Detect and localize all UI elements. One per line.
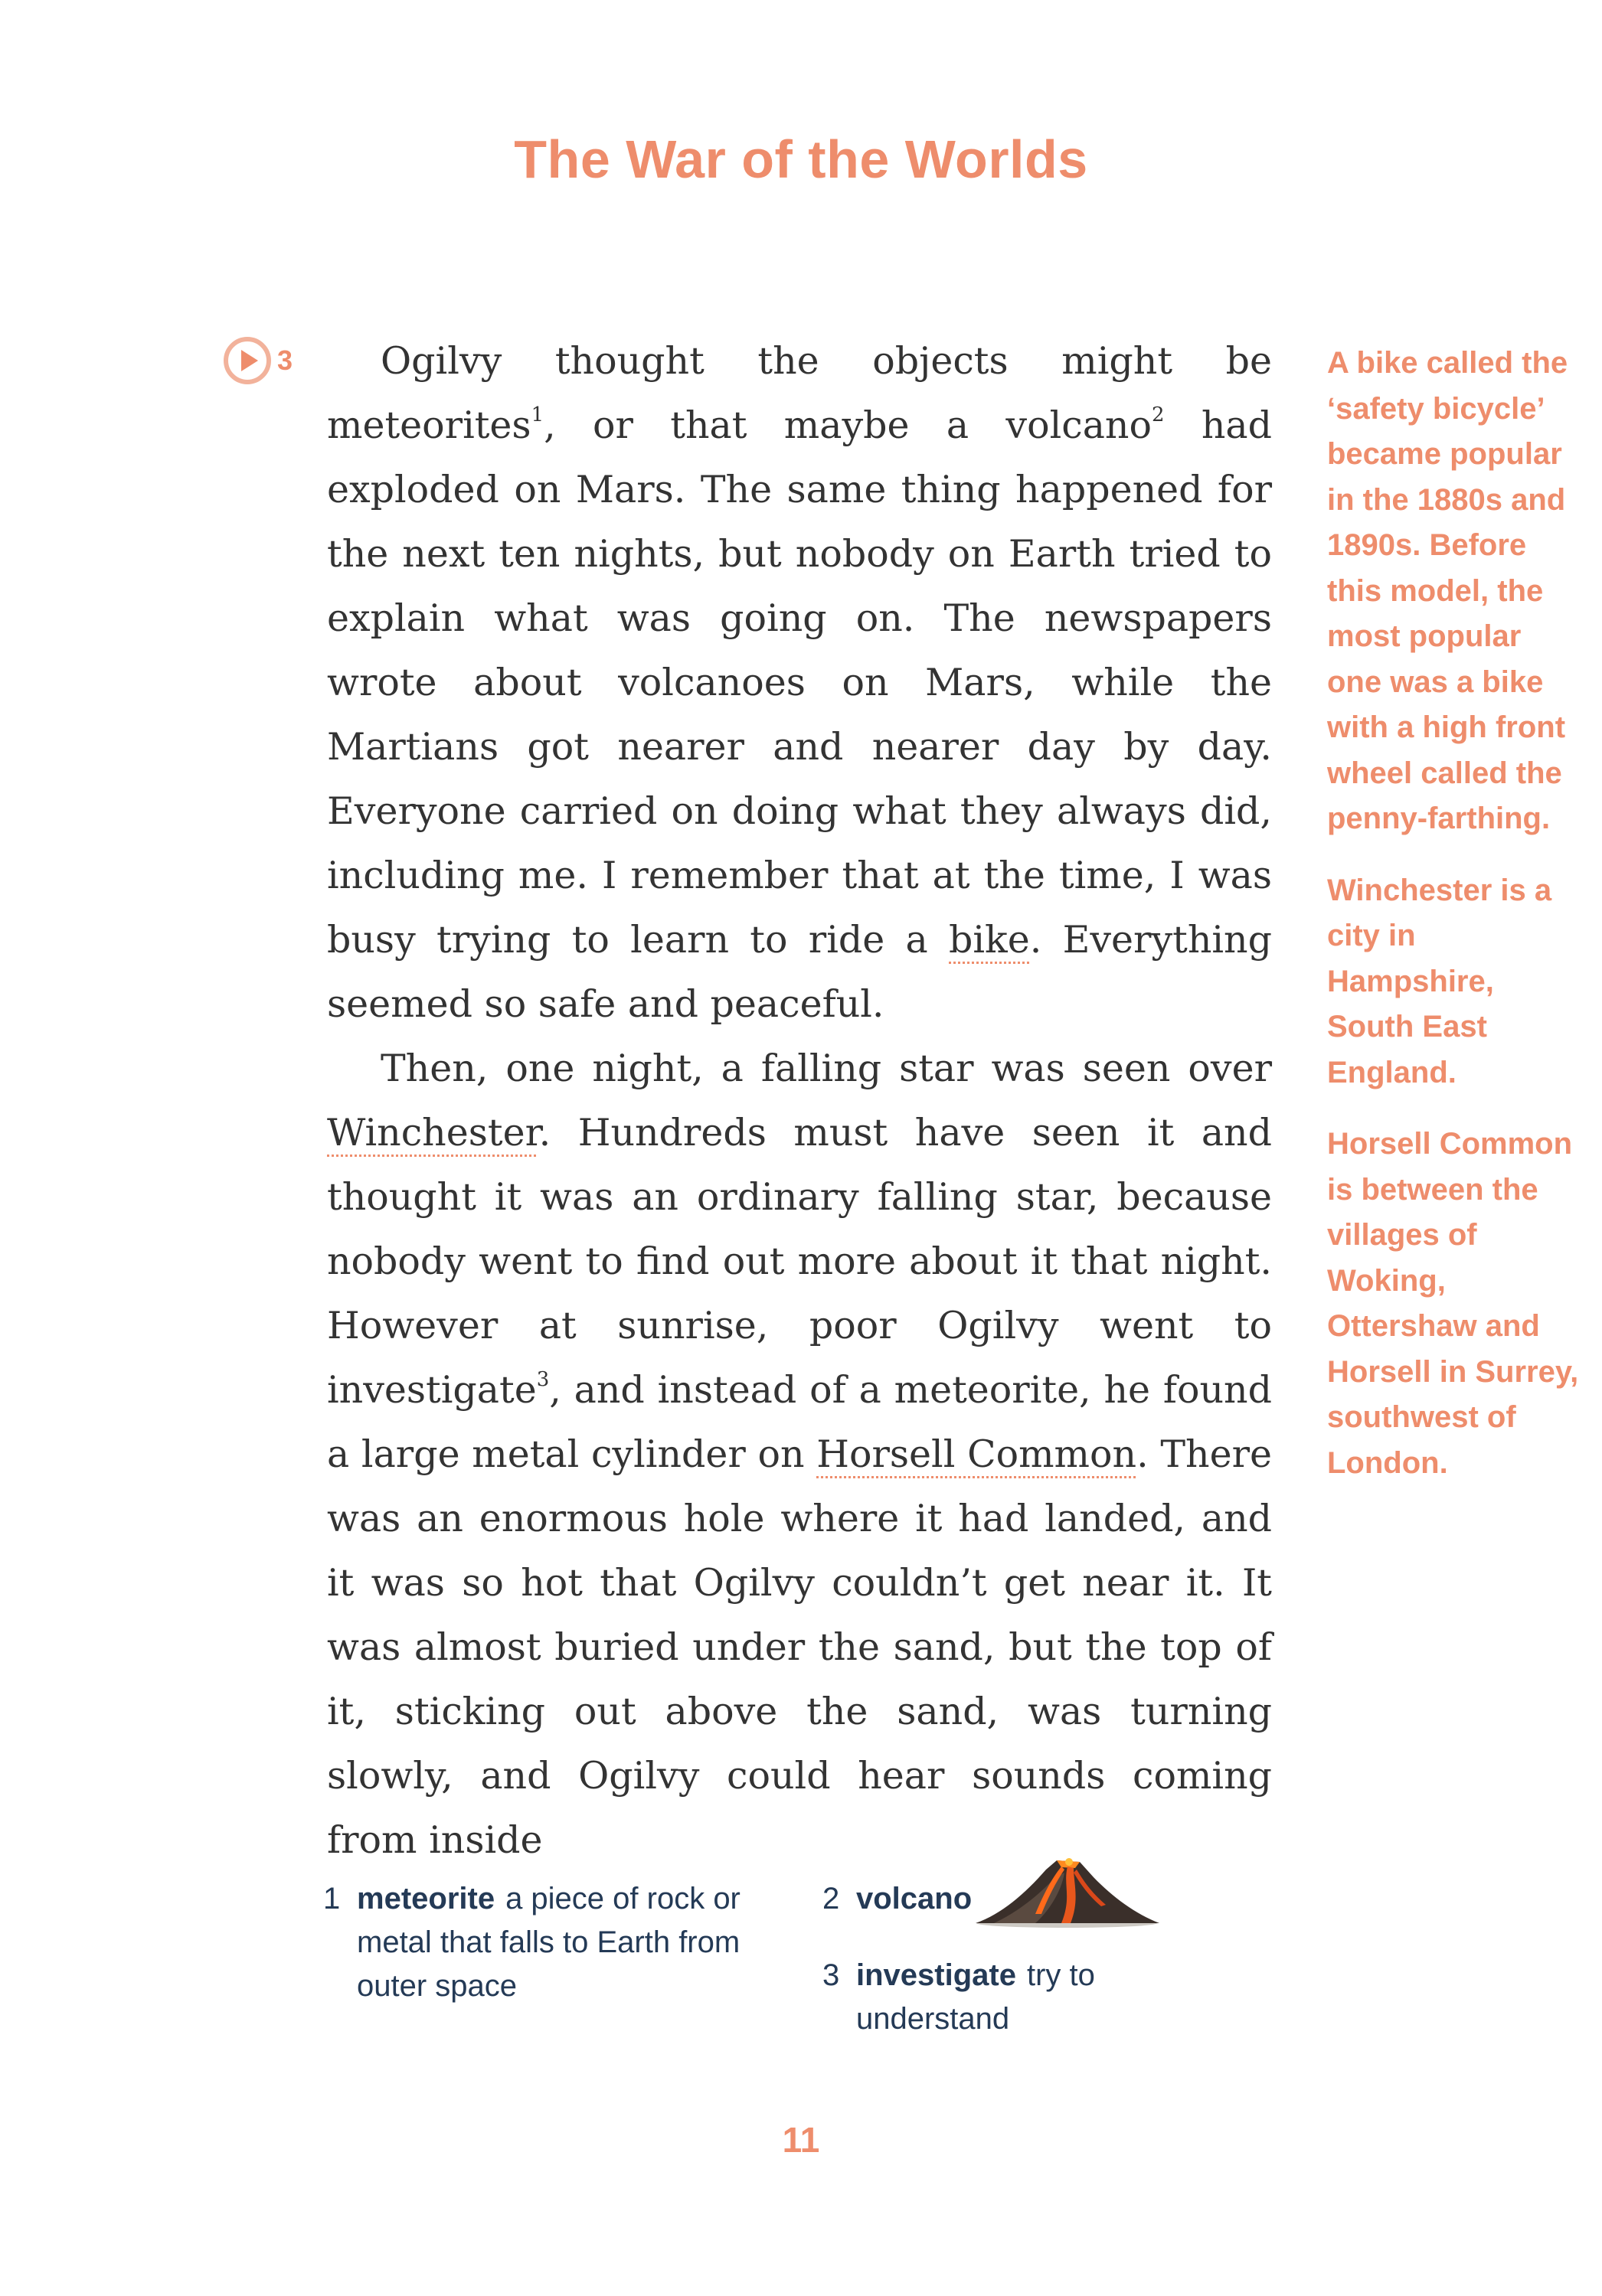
- footnote-definition: try to understand: [856, 1958, 1095, 2036]
- story-paragraph-1: [327, 329, 1272, 1037]
- audio-track-button[interactable]: [222, 335, 293, 386]
- footnote-term: meteorite: [357, 1882, 495, 1916]
- play-icon: [222, 335, 273, 386]
- text-run: . Hundreds must have seen it and thought it was an ordinary falling star, because nobody went to find out more about it that night. However at sunrise, poor Ogilvy went to investigate: [327, 1111, 1272, 1412]
- text-run: Then, one night, a falling star was seen over: [381, 1047, 1272, 1090]
- text-run: Ogilvy thought the objects might be meteorites: [327, 339, 1272, 447]
- footnote-2: [822, 1877, 982, 1921]
- footnote-number: 3: [822, 1958, 840, 1992]
- page-number: 11: [782, 2120, 820, 2160]
- story-text: [327, 329, 1272, 1873]
- footnote-ref-2: 2: [1151, 403, 1165, 426]
- sidenote-bike: A bike called the ‘safety bicycle’ became popular in the 1880s and 1890s. Before this model, the most popular one was a bike with a high front wheel called the penny-farthing.: [1327, 346, 1568, 835]
- footnote-term: volcano: [856, 1882, 973, 1916]
- text-run: , and instead of a meteorite, he found a large metal cylinder on: [327, 1368, 1272, 1476]
- sidenote-winchester: Winchester is a city in Hampshire, South East England.: [1327, 873, 1552, 1089]
- footnote-1: [323, 1877, 783, 2008]
- story-paragraph-2: [327, 1037, 1272, 1873]
- glossary-link-horsell-common[interactable]: Horsell Common: [816, 1432, 1137, 1476]
- audio-track-number: 3: [277, 345, 293, 376]
- footnote-3: [822, 1954, 1205, 2041]
- margin-notes: [1327, 341, 1580, 1512]
- text-run: . There was an enormous hole where it had landed, and it was so hot that Ogilvy couldn’t get near it. It was almost buried under the sand, but the top of it, sticking out above the sand, was turning slowly, and Ogilvy could hear sounds coming from inside: [327, 1432, 1272, 1862]
- sidenote-horsell-common: Horsell Common is between the villages of Woking, Ottershaw and Horsell in Surrey, southwest of London.: [1327, 1127, 1579, 1480]
- footnote-body: [856, 1877, 982, 1921]
- footnote-number: 1: [323, 1882, 341, 1916]
- glossary-link-winchester[interactable]: Winchester: [327, 1111, 539, 1155]
- text-run: had exploded on Mars. The same thing happened for the next ten nights, but nobody on Earth tried to explain what was going on. The newspapers wrote about volcanoes on Mars, while the Martians got nearer and nearer day by day. Everyone carried on doing what they always did, including me. I remember that at the time, I was busy trying to learn to ride a: [327, 403, 1272, 962]
- footnote-body: [856, 1954, 1193, 2041]
- footnote-body: [357, 1877, 770, 2008]
- page-title: The War of the Worlds: [514, 129, 1088, 189]
- footnote-ref-1: 1: [531, 403, 544, 426]
- volcano-illustration: [971, 1847, 1162, 1929]
- glossary-link-bike[interactable]: bike: [949, 918, 1030, 962]
- footnote-term: investigate: [856, 1958, 1016, 1992]
- text-run: , or that maybe a volcano: [544, 403, 1152, 447]
- footnote-number: 2: [822, 1882, 840, 1916]
- footnote-ref-3: 3: [536, 1368, 550, 1391]
- text-run: . Everything seemed so safe and peaceful.: [327, 918, 1272, 1026]
- footnote-definition: a piece of rock or metal that falls to Earth from outer space: [357, 1882, 741, 2003]
